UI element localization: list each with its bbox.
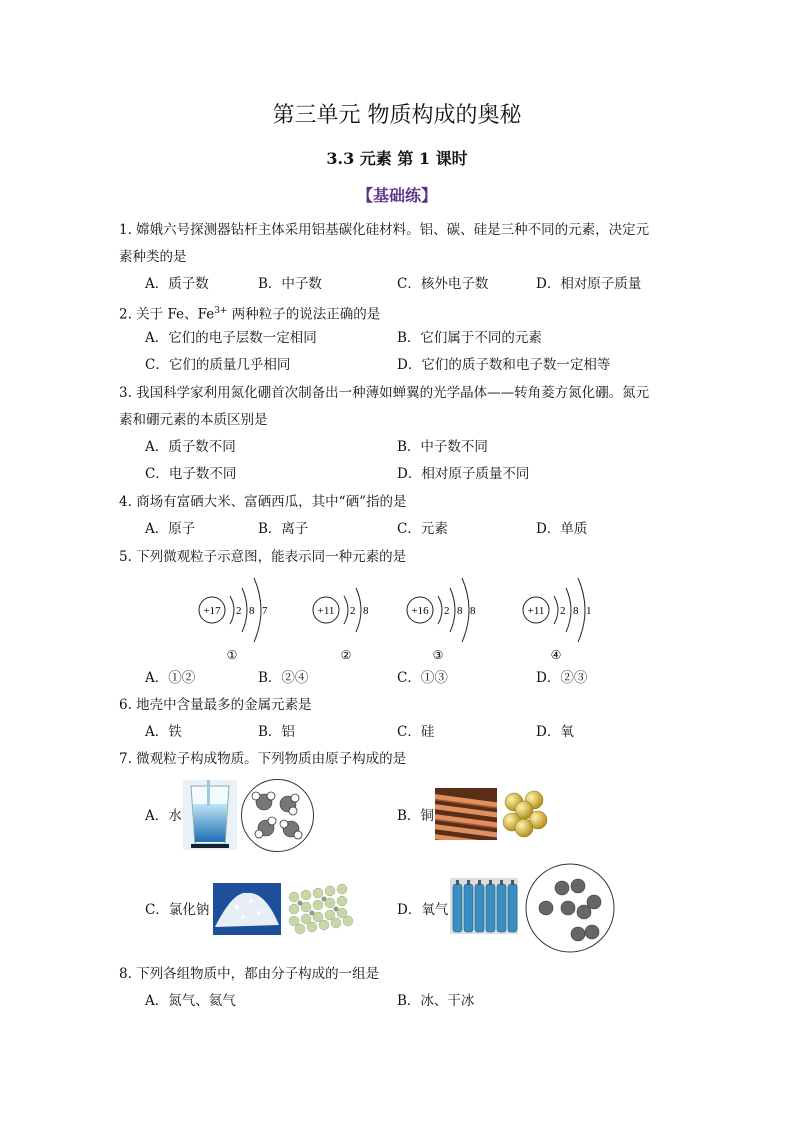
q4-option-a[interactable]: A．原子 [145,521,196,537]
q2-stem-sup: 3+ [214,306,228,316]
water-glass-photo [183,780,237,850]
q5-option-a[interactable]: A．①② [145,670,196,686]
question-3 [119,380,679,434]
atom-diagram-3 [407,578,476,642]
atom-diagram-4 [523,578,592,642]
shell-3-3: 8 [470,605,476,617]
copper-pipes-photo [435,788,497,840]
question-8-stem: 8. 下列各组物质中，都由分子构成的一组是 [119,966,380,982]
shell-2-2: 8 [363,605,369,617]
nucleus-label-3: +16 [411,605,429,617]
q2-stem-pre: 2. 关于 Fe、Fe [119,306,215,323]
q1-option-b[interactable]: B．中子数 [258,276,322,292]
q3-option-a[interactable]: A．质子数不同 [145,439,236,455]
shell-3-1: 2 [444,605,450,617]
nucleus-label-2: +11 [317,605,335,617]
nucleus-label-4: +11 [527,605,545,617]
q7-option-b[interactable]: B．铜 [397,808,434,824]
atom-diagram-1 [199,578,268,642]
sodium-chloride-lattice-model [284,883,356,935]
q7-option-a[interactable]: A．水 [145,808,182,824]
q2-option-a[interactable]: A．它们的电子层数一定相同 [145,330,317,346]
q2-stem-post: 两种粒子的说法正确的是 [227,306,381,323]
shell-1-3: 7 [262,605,268,617]
q6-option-b[interactable]: B．铝 [258,724,295,740]
q5-option-b[interactable]: B．②④ [258,670,309,686]
q1-option-c[interactable]: C．核外电子数 [397,276,489,292]
q4-option-d[interactable]: D．单质 [536,521,588,537]
page-title: 第三单元 物质构成的奥秘 [272,103,522,128]
diagram-label-3: ③ [432,648,444,662]
oxygen-molecule-model [524,862,616,954]
q2-option-c[interactable]: C．它们的质量几乎相同 [145,357,291,373]
q8-option-a[interactable]: A．氮气、氦气 [145,993,236,1009]
question-4-stem: 4. 商场有富硒大米、富硒西瓜，其中“硒”指的是 [119,494,407,510]
q2-option-b[interactable]: B．它们属于不同的元素 [397,330,542,346]
shell-4-1: 2 [560,605,566,617]
q8-option-b[interactable]: B．冰、干冰 [397,993,475,1009]
shell-1-2: 8 [249,605,255,617]
lesson-subtitle: 3.3 元素 第 1 课时 [326,149,468,168]
q1-option-d[interactable]: D．相对原子质量 [536,276,642,292]
q6-option-d[interactable]: D．氧 [536,724,574,740]
copper-atom-model [500,788,552,840]
q7-option-d[interactable]: D．氧气 [397,902,449,918]
q7-option-c[interactable]: C．氯化钠 [145,902,210,918]
question-3-stem-line2: 素和硼元素的本质区别是 [119,412,268,428]
q1-option-a[interactable]: A．质子数 [145,276,209,292]
shell-3-2: 8 [457,605,463,617]
question-2-stem [119,298,679,329]
question-6-stem: 6. 地壳中含量最多的金属元素是 [119,697,312,713]
question-5-stem: 5. 下列微观粒子示意图，能表示同一种元素的是 [119,549,407,565]
q4-option-c[interactable]: C．元素 [397,521,448,537]
q6-option-c[interactable]: C．硅 [397,724,435,740]
shell-4-3: 1 [586,605,592,617]
nucleus-label-1: +17 [203,605,221,617]
q5-option-c[interactable]: C．①③ [397,670,448,686]
question-3-stem-line1: 3. 我国科学家利用氮化硼首次制备出一种薄如蝉翼的光学晶体——转角菱方氮化硼。氮元 [119,385,650,401]
q3-option-d[interactable]: D．相对原子质量不同 [397,466,530,482]
q3-option-b[interactable]: B．中子数不同 [397,439,488,455]
q2-option-d[interactable]: D．它们的质子数和电子数一定相等 [397,357,611,373]
q6-option-a[interactable]: A．铁 [145,724,182,740]
diagram-label-2: ② [340,648,352,662]
atom-structure-diagrams [180,572,640,664]
question-1 [119,217,679,271]
shell-2-1: 2 [350,605,356,617]
question-7-stem: 7. 微观粒子构成物质。下列物质由原子构成的是 [119,751,407,767]
diagram-label-4: ④ [550,648,562,662]
shell-1-1: 2 [236,605,242,617]
q5-option-d[interactable]: D．②③ [536,670,588,686]
question-1-stem-line1: 1. 嫦娥六号探测器钻杆主体采用铝基碳化硅材料。铝、碳、硅是三种不同的元素，决定元 [119,222,650,238]
q3-option-c[interactable]: C．电子数不同 [145,466,237,482]
section-heading: 【基础练】 [356,186,437,205]
shell-4-2: 8 [573,605,579,617]
oxygen-cylinders-photo [450,878,518,934]
q4-option-b[interactable]: B．离子 [258,521,309,537]
atom-diagram-2 [313,588,369,632]
question-1-stem-line2: 素种类的是 [119,249,187,265]
water-molecule-model [240,778,315,853]
salt-crystals-photo [213,883,281,935]
diagram-label-1: ① [226,648,238,662]
